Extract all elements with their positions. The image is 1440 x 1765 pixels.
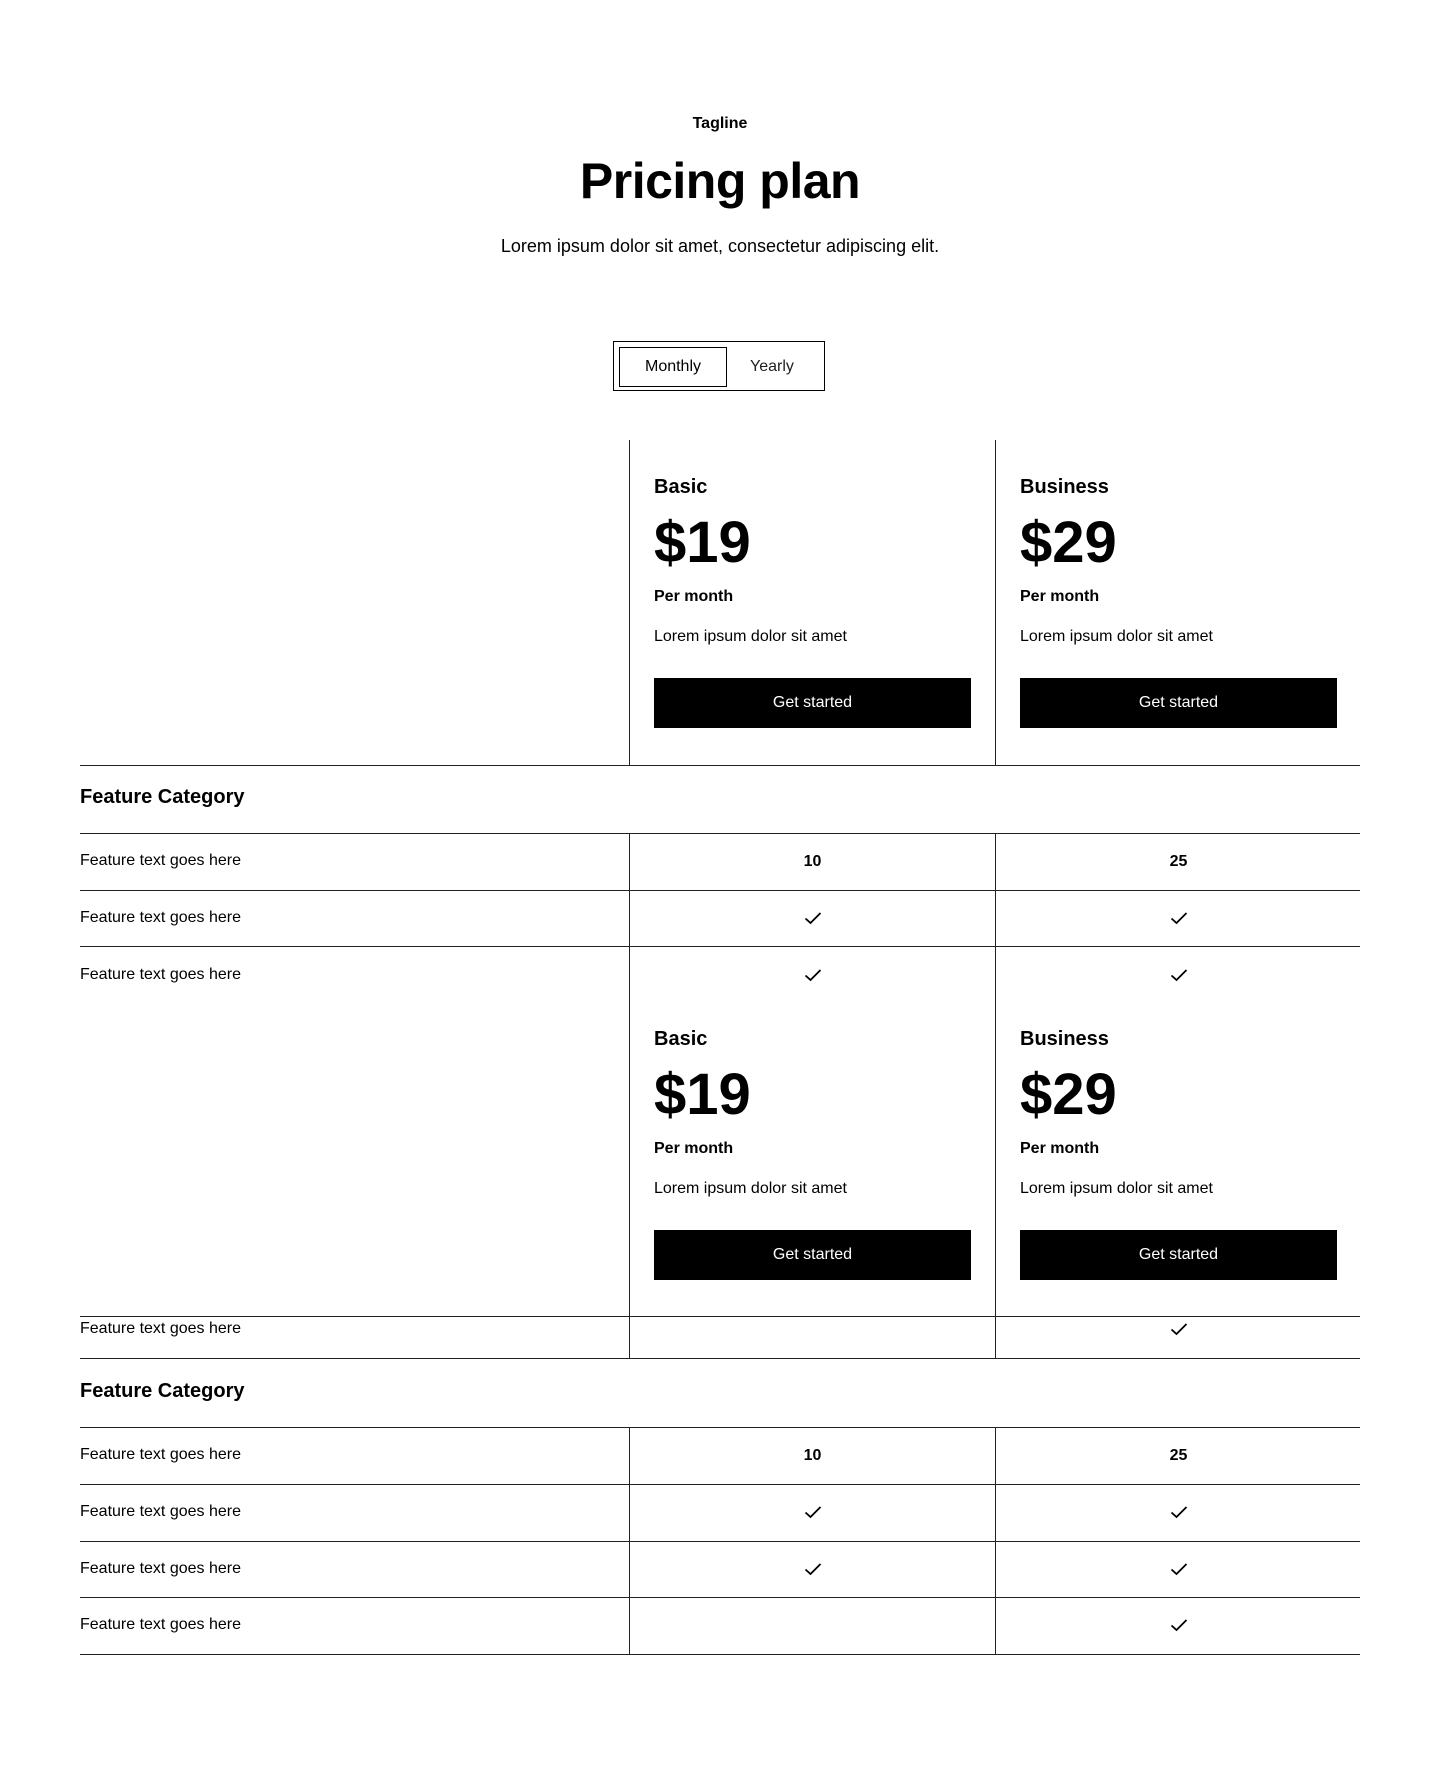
get-started-button[interactable]: Get started	[1020, 678, 1337, 728]
feature-label: Feature text goes here	[80, 1503, 241, 1520]
plan-period: Per month	[654, 1140, 734, 1157]
checkmark-icon	[804, 968, 822, 982]
plan-name: Business	[1020, 476, 1109, 498]
monthly-toggle-button[interactable]: Monthly	[619, 347, 727, 387]
plan-description: Lorem ipsum dolor sit amet	[1020, 628, 1213, 645]
business-value	[996, 908, 1361, 928]
feature-label: Feature text goes here	[80, 966, 241, 983]
checkmark-icon	[1170, 1618, 1188, 1632]
plan-period: Per month	[1020, 1140, 1100, 1157]
row-divider	[80, 833, 1360, 834]
row-divider	[80, 765, 1360, 766]
plan-price: $29	[1020, 1062, 1117, 1127]
row-divider	[80, 1316, 1360, 1317]
plan-card-business	[1020, 476, 1337, 728]
row-divider	[80, 1484, 1360, 1485]
row-divider	[80, 1597, 1360, 1598]
plan-card-basic	[654, 476, 971, 728]
feature-label: Feature text goes here	[80, 1560, 241, 1577]
basic-value	[630, 1502, 995, 1522]
plan-price: $29	[1020, 510, 1117, 575]
plan-price: $19	[654, 510, 751, 575]
checkmark-icon	[1170, 968, 1188, 982]
tagline: Tagline	[692, 115, 748, 132]
feature-category-heading: Feature Category	[80, 786, 245, 808]
basic-value	[630, 908, 995, 928]
column-divider	[629, 440, 630, 765]
plan-description: Lorem ipsum dolor sit amet	[1020, 1180, 1213, 1197]
sticky-plan-card-basic	[654, 1028, 971, 1280]
plan-name: Business	[1020, 1028, 1109, 1050]
plan-description: Lorem ipsum dolor sit amet	[654, 628, 847, 645]
plan-name: Basic	[654, 476, 708, 498]
business-value: 25	[1169, 1447, 1188, 1464]
get-started-button[interactable]: Get started	[654, 1230, 971, 1280]
business-value	[996, 1502, 1361, 1522]
basic-value	[630, 965, 995, 985]
plan-price: $19	[654, 1062, 751, 1127]
business-value	[996, 1319, 1361, 1339]
plan-period: Per month	[654, 588, 734, 605]
page-title: Pricing plan	[579, 153, 861, 209]
row-divider	[80, 1654, 1360, 1655]
row-divider	[80, 946, 1360, 947]
feature-label: Feature text goes here	[80, 1320, 241, 1337]
business-value	[996, 1559, 1361, 1579]
checkmark-icon	[1170, 1562, 1188, 1576]
business-value: 25	[1169, 853, 1188, 870]
feature-label: Feature text goes here	[80, 1616, 241, 1633]
page-subtitle: Lorem ipsum dolor sit amet, consectetur adipiscing elit.	[500, 236, 940, 256]
yearly-toggle-button[interactable]: Yearly	[718, 347, 826, 387]
plan-description: Lorem ipsum dolor sit amet	[654, 1180, 847, 1197]
column-divider	[629, 946, 630, 1316]
checkmark-icon	[804, 911, 822, 925]
billing-toggle	[613, 341, 825, 391]
business-value	[996, 965, 1361, 985]
column-divider	[629, 1316, 630, 1358]
basic-value: 10	[803, 1447, 822, 1464]
checkmark-icon	[804, 1505, 822, 1519]
row-divider	[80, 890, 1360, 891]
business-value	[996, 1615, 1361, 1635]
row-divider	[80, 1427, 1360, 1428]
basic-value: 10	[803, 853, 822, 870]
get-started-button[interactable]: Get started	[654, 678, 971, 728]
get-started-button[interactable]: Get started	[1020, 1230, 1337, 1280]
plan-period: Per month	[1020, 588, 1100, 605]
row-divider	[80, 1358, 1360, 1359]
basic-value	[630, 1559, 995, 1579]
feature-label: Feature text goes here	[80, 1446, 241, 1463]
checkmark-icon	[804, 1562, 822, 1576]
feature-label: Feature text goes here	[80, 852, 241, 869]
plan-name: Basic	[654, 1028, 708, 1050]
feature-category-heading: Feature Category	[80, 1380, 245, 1402]
column-divider	[995, 946, 996, 1316]
checkmark-icon	[1170, 911, 1188, 925]
checkmark-icon	[1170, 1505, 1188, 1519]
feature-label: Feature text goes here	[80, 909, 241, 926]
checkmark-icon	[1170, 1322, 1188, 1336]
row-divider	[80, 1541, 1360, 1542]
sticky-plan-card-business	[1020, 1028, 1337, 1280]
column-divider	[995, 440, 996, 765]
